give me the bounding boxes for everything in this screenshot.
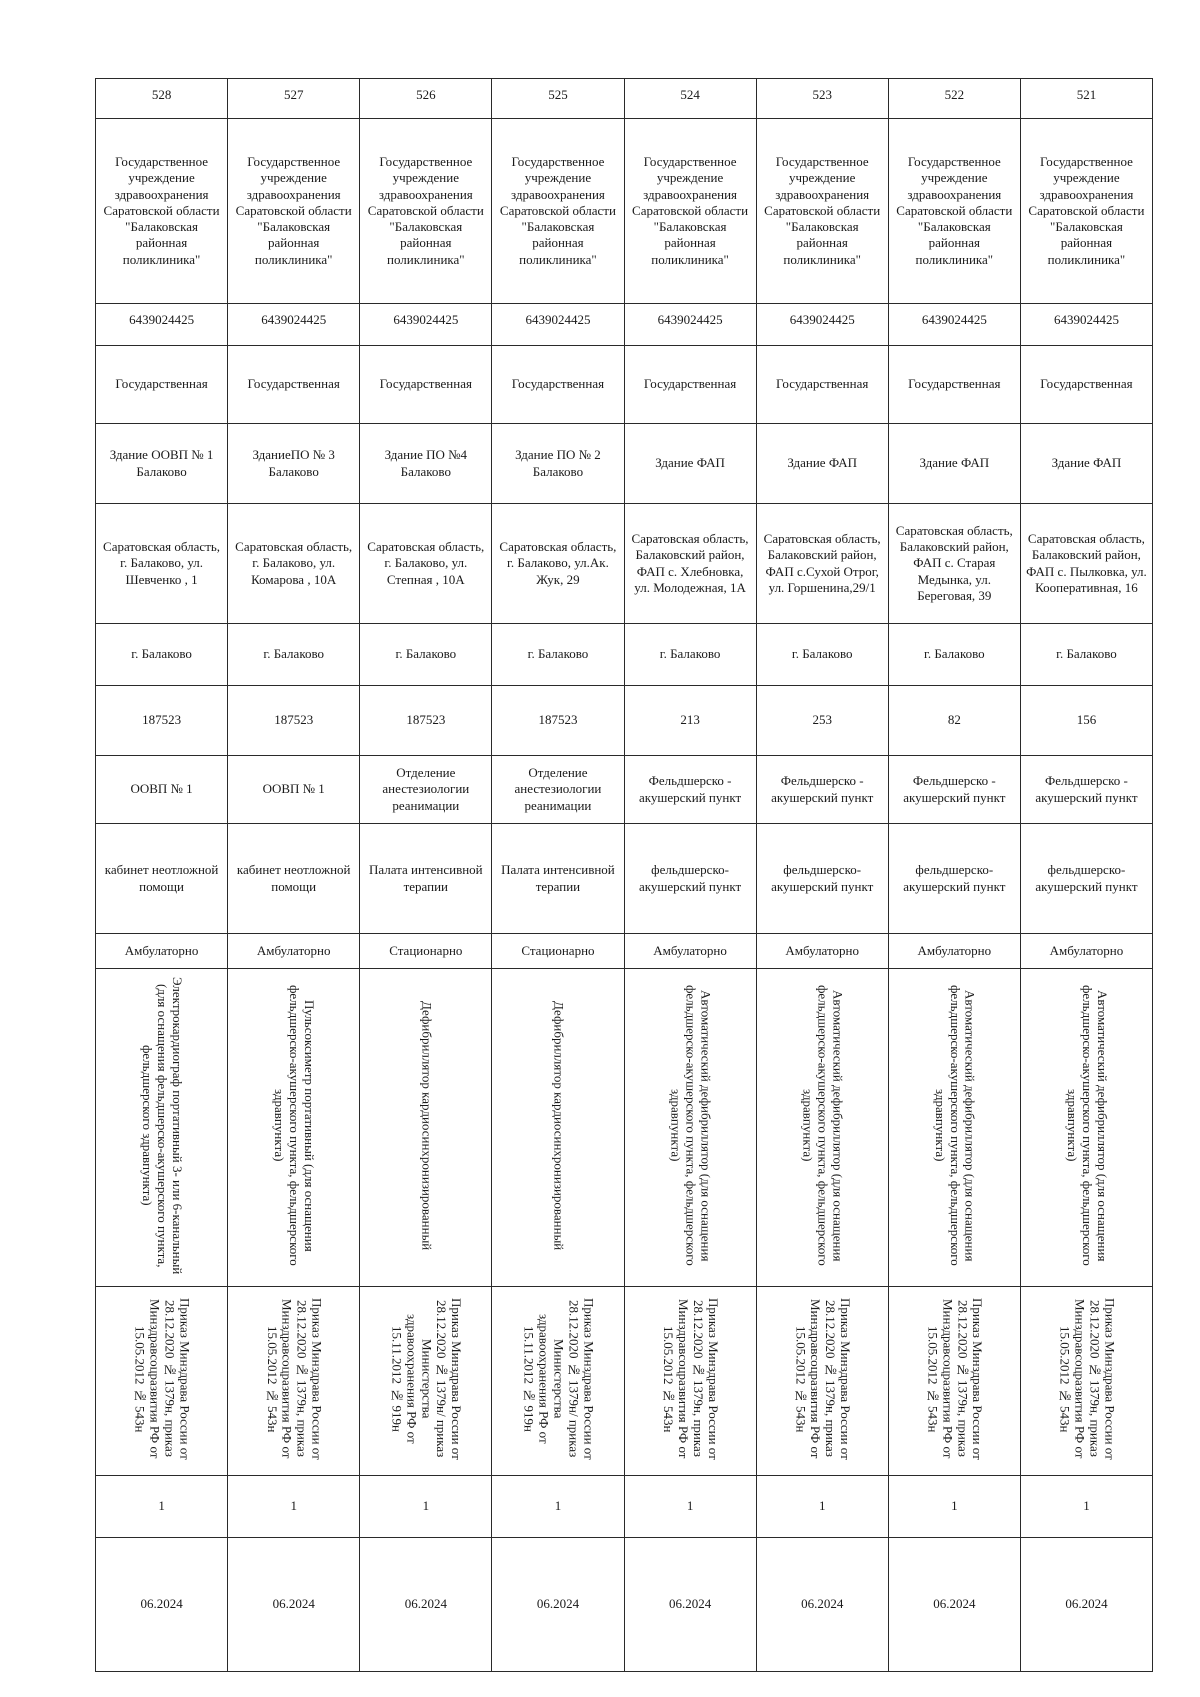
equipment-text: Автоматический дефибриллятор (для оснащения фельдшерско-акушерского пункта, фельдшерского здравпункта) — [932, 985, 978, 1266]
department-cell: ООВП № 1 — [228, 756, 360, 824]
ownership-cell: Государственная — [1020, 346, 1152, 424]
care-type-cell: Амбулаторно — [1020, 934, 1152, 969]
table-body — [96, 79, 1153, 1672]
order-cell — [96, 1287, 228, 1475]
address-cell: Саратовская область, г. Балаково, ул. Шевченко , 1 — [96, 504, 228, 624]
record-number-cell: 526 — [360, 79, 492, 119]
table-row-quantity — [96, 1475, 1153, 1537]
building-cell: Здание ФАП — [1020, 424, 1152, 504]
equipment-text: Дефибриллятор кардиосинхронизированный — [419, 1000, 435, 1251]
table-row-department — [96, 756, 1153, 824]
record-number-cell: 523 — [756, 79, 888, 119]
room-cell: Палата интенсивной терапии — [492, 824, 624, 934]
room-cell: кабинет неотложной помощи — [228, 824, 360, 934]
city-cell: г. Балаково — [492, 624, 624, 686]
order-cell — [360, 1287, 492, 1475]
population-cell: 253 — [756, 686, 888, 756]
order-text: Приказ Минздрава России от 28.12.2020 № 1379н, приказ Минздравсоцразвития РФ от 15.05.2012 № 543н — [1057, 1297, 1118, 1460]
room-cell: Палата интенсивной терапии — [360, 824, 492, 934]
population-cell: 187523 — [492, 686, 624, 756]
order-text: Приказ Минздрава России от 28.12.2020 № 1379н, приказ Минздравсоцразвития РФ от 15.05.2012 № 543н — [661, 1297, 721, 1460]
inn-cell: 6439024425 — [756, 304, 888, 346]
department-cell: ООВП № 1 — [96, 756, 228, 824]
record-number-cell: 527 — [228, 79, 360, 119]
table-row-date — [96, 1537, 1153, 1671]
building-cell: Здание ПО №4 Балаково — [360, 424, 492, 504]
room-cell: фельдшерско-акушерский пункт — [888, 824, 1020, 934]
order-cell — [492, 1287, 624, 1475]
quantity-cell: 1 — [624, 1475, 756, 1537]
city-cell: г. Балаково — [756, 624, 888, 686]
room-cell: фельдшерско-акушерский пункт — [1020, 824, 1152, 934]
quantity-cell: 1 — [360, 1475, 492, 1537]
inn-cell: 6439024425 — [360, 304, 492, 346]
address-cell: Саратовская область, г. Балаково, ул. Комарова , 10А — [228, 504, 360, 624]
record-number-cell: 525 — [492, 79, 624, 119]
order-cell — [624, 1287, 756, 1475]
quantity-cell: 1 — [492, 1475, 624, 1537]
organization-cell: Государственное учреждение здравоохранения Саратовской области "Балаковская районная поликлиника" — [96, 119, 228, 304]
care-type-cell: Амбулаторно — [228, 934, 360, 969]
table-row-order — [96, 1287, 1153, 1475]
organization-cell: Государственное учреждение здравоохранения Саратовской области "Балаковская районная поликлиника" — [492, 119, 624, 304]
ownership-cell: Государственная — [492, 346, 624, 424]
ownership-cell: Государственная — [360, 346, 492, 424]
record-number-cell: 522 — [888, 79, 1020, 119]
address-cell: Саратовская область, Балаковский район, ФАП с. Хлебновка, ул. Молодежная, 1А — [624, 504, 756, 624]
quantity-cell: 1 — [228, 1475, 360, 1537]
city-cell: г. Балаково — [1020, 624, 1152, 686]
population-cell: 213 — [624, 686, 756, 756]
inn-cell: 6439024425 — [492, 304, 624, 346]
department-cell: Фельдшерско - акушерский пункт — [888, 756, 1020, 824]
order-text: Приказ Минздрава России от 28.12.2020 № 1379н/ приказ Министерства здравоохранения РФ от 15.11.2012 № 919н — [389, 1297, 465, 1460]
city-cell: г. Балаково — [888, 624, 1020, 686]
care-type-cell: Амбулаторно — [96, 934, 228, 969]
room-cell: кабинет неотложной помощи — [96, 824, 228, 934]
order-cell — [1020, 1287, 1152, 1475]
care-type-cell: Стационарно — [360, 934, 492, 969]
quantity-cell: 1 — [888, 1475, 1020, 1537]
quantity-cell: 1 — [756, 1475, 888, 1537]
organization-cell: Государственное учреждение здравоохранения Саратовской области "Балаковская районная поликлиника" — [1020, 119, 1152, 304]
equipment-text: Дефибриллятор кардиосинхронизированный — [551, 1000, 567, 1251]
ownership-cell: Государственная — [756, 346, 888, 424]
building-cell: ЗданиеПО № 3 Балаково — [228, 424, 360, 504]
building-cell: Здание ФАП — [888, 424, 1020, 504]
address-cell: Саратовская область, Балаковский район, ФАП с.Сухой Отрог, ул. Горшенина,29/1 — [756, 504, 888, 624]
organization-cell: Государственное учреждение здравоохранения Саратовской области "Балаковская районная поликлиника" — [228, 119, 360, 304]
city-cell: г. Балаково — [360, 624, 492, 686]
equipment-table — [95, 78, 1153, 1672]
ownership-cell: Государственная — [96, 346, 228, 424]
date-cell: 06.2024 — [96, 1537, 228, 1671]
record-number-cell: 521 — [1020, 79, 1152, 119]
equipment-text: Электрокардиограф портативный 3- или 6-канальный (для оснащения фельдшерско-акушерского пункта, фельдшерского здравпункта) — [140, 976, 185, 1275]
inn-cell: 6439024425 — [888, 304, 1020, 346]
order-text: Приказ Минздрава России от 28.12.2020 № 1379н, приказ Минздравсоцразвития РФ от 15.05.2012 № 543н — [264, 1297, 325, 1460]
equipment-cell — [492, 969, 624, 1287]
address-cell: Саратовская область, Балаковский район, ФАП с. Пылковка, ул. Кооперативная, 16 — [1020, 504, 1152, 624]
date-cell: 06.2024 — [756, 1537, 888, 1671]
address-cell: Саратовская область, Балаковский район, ФАП с. Старая Медынка, ул. Береговая, 39 — [888, 504, 1020, 624]
city-cell: г. Балаково — [228, 624, 360, 686]
department-cell: Отделение анестезиологии реанимации — [360, 756, 492, 824]
date-cell: 06.2024 — [228, 1537, 360, 1671]
inn-cell: 6439024425 — [624, 304, 756, 346]
table-row-ownership — [96, 346, 1153, 424]
inn-cell: 6439024425 — [1020, 304, 1152, 346]
equipment-cell — [756, 969, 888, 1287]
building-cell: Здание ПО № 2 Балаково — [492, 424, 624, 504]
equipment-text: Автоматический дефибриллятор (для оснащения фельдшерско-акушерского пункта, фельдшерского здравпункта) — [668, 985, 714, 1266]
ownership-cell: Государственная — [228, 346, 360, 424]
date-cell: 06.2024 — [360, 1537, 492, 1671]
table-row-city — [96, 624, 1153, 686]
equipment-cell — [888, 969, 1020, 1287]
room-cell: фельдшерско-акушерский пункт — [756, 824, 888, 934]
organization-cell: Государственное учреждение здравоохранения Саратовской области "Балаковская районная поликлиника" — [624, 119, 756, 304]
table-row-inn — [96, 304, 1153, 346]
equipment-cell — [624, 969, 756, 1287]
city-cell: г. Балаково — [96, 624, 228, 686]
record-number-cell: 528 — [96, 79, 228, 119]
order-cell — [756, 1287, 888, 1475]
table-row-number — [96, 79, 1153, 119]
quantity-cell: 1 — [1020, 1475, 1152, 1537]
care-type-cell: Амбулаторно — [888, 934, 1020, 969]
table-row-building — [96, 424, 1153, 504]
order-cell — [228, 1287, 360, 1475]
city-cell: г. Балаково — [624, 624, 756, 686]
date-cell: 06.2024 — [492, 1537, 624, 1671]
equipment-cell — [1020, 969, 1152, 1287]
equipment-text: Автоматический дефибриллятор (для оснащения фельдшерско-акушерского пункта, фельдшерского здравпункта) — [800, 985, 846, 1266]
population-cell: 82 — [888, 686, 1020, 756]
date-cell: 06.2024 — [888, 1537, 1020, 1671]
order-text: Приказ Минздрава России от 28.12.2020 № 1379н/ приказ Министерства здравоохранения РФ от 15.11.2012 № 919н — [521, 1297, 597, 1460]
equipment-text: Автоматический дефибриллятор (для оснащения фельдшерско-акушерского пункта, фельдшерского здравпункта) — [1064, 985, 1110, 1266]
inn-cell: 6439024425 — [96, 304, 228, 346]
care-type-cell: Амбулаторно — [756, 934, 888, 969]
order-text: Приказ Минздрава России от 28.12.2020 № 1379н, приказ Минздравсоцразвития РФ от 15.05.2012 № 543н — [925, 1297, 986, 1460]
address-cell: Саратовская область, г. Балаково, ул.Ак. Жук, 29 — [492, 504, 624, 624]
quantity-cell: 1 — [96, 1475, 228, 1537]
care-type-cell: Стационарно — [492, 934, 624, 969]
department-cell: Фельдшерско - акушерский пункт — [1020, 756, 1152, 824]
population-cell: 187523 — [96, 686, 228, 756]
department-cell: Фельдшерско - акушерский пункт — [756, 756, 888, 824]
ownership-cell: Государственная — [888, 346, 1020, 424]
table-row-address — [96, 504, 1153, 624]
order-text: Приказ Минздрава России от 28.12.2020 № 1379н, приказ Минздравсоцразвития РФ от 15.05.2012 № 543н — [132, 1297, 193, 1460]
organization-cell: Государственное учреждение здравоохранения Саратовской области "Балаковская районная поликлиника" — [888, 119, 1020, 304]
record-number-cell: 524 — [624, 79, 756, 119]
population-cell: 187523 — [228, 686, 360, 756]
room-cell: фельдшерско-акушерский пункт — [624, 824, 756, 934]
table-row-care-type — [96, 934, 1153, 969]
address-cell: Саратовская область, г. Балаково, ул. Степная , 10А — [360, 504, 492, 624]
order-text: Приказ Минздрава России от 28.12.2020 № 1379н, приказ Минздравсоцразвития РФ от 15.05.2012 № 543н — [793, 1297, 854, 1460]
equipment-cell — [360, 969, 492, 1287]
department-cell: Фельдшерско - акушерский пункт — [624, 756, 756, 824]
equipment-cell — [228, 969, 360, 1287]
date-cell: 06.2024 — [1020, 1537, 1152, 1671]
date-cell: 06.2024 — [624, 1537, 756, 1671]
table-row-population — [96, 686, 1153, 756]
table-row-room — [96, 824, 1153, 934]
organization-cell: Государственное учреждение здравоохранения Саратовской области "Балаковская районная поликлиника" — [360, 119, 492, 304]
population-cell: 156 — [1020, 686, 1152, 756]
department-cell: Отделение анестезиологии реанимации — [492, 756, 624, 824]
table-row-organization — [96, 119, 1153, 304]
equipment-text: Пульсоксиметр портативный (для оснащения фельдшерско-акушерского пункта, фельдшерского здравпункта) — [272, 985, 318, 1266]
equipment-cell — [96, 969, 228, 1287]
table-row-equipment — [96, 969, 1153, 1287]
building-cell: Здание ООВП № 1 Балаково — [96, 424, 228, 504]
care-type-cell: Амбулаторно — [624, 934, 756, 969]
population-cell: 187523 — [360, 686, 492, 756]
building-cell: Здание ФАП — [624, 424, 756, 504]
inn-cell: 6439024425 — [228, 304, 360, 346]
order-cell — [888, 1287, 1020, 1475]
ownership-cell: Государственная — [624, 346, 756, 424]
building-cell: Здание ФАП — [756, 424, 888, 504]
organization-cell: Государственное учреждение здравоохранения Саратовской области "Балаковская районная поликлиника" — [756, 119, 888, 304]
